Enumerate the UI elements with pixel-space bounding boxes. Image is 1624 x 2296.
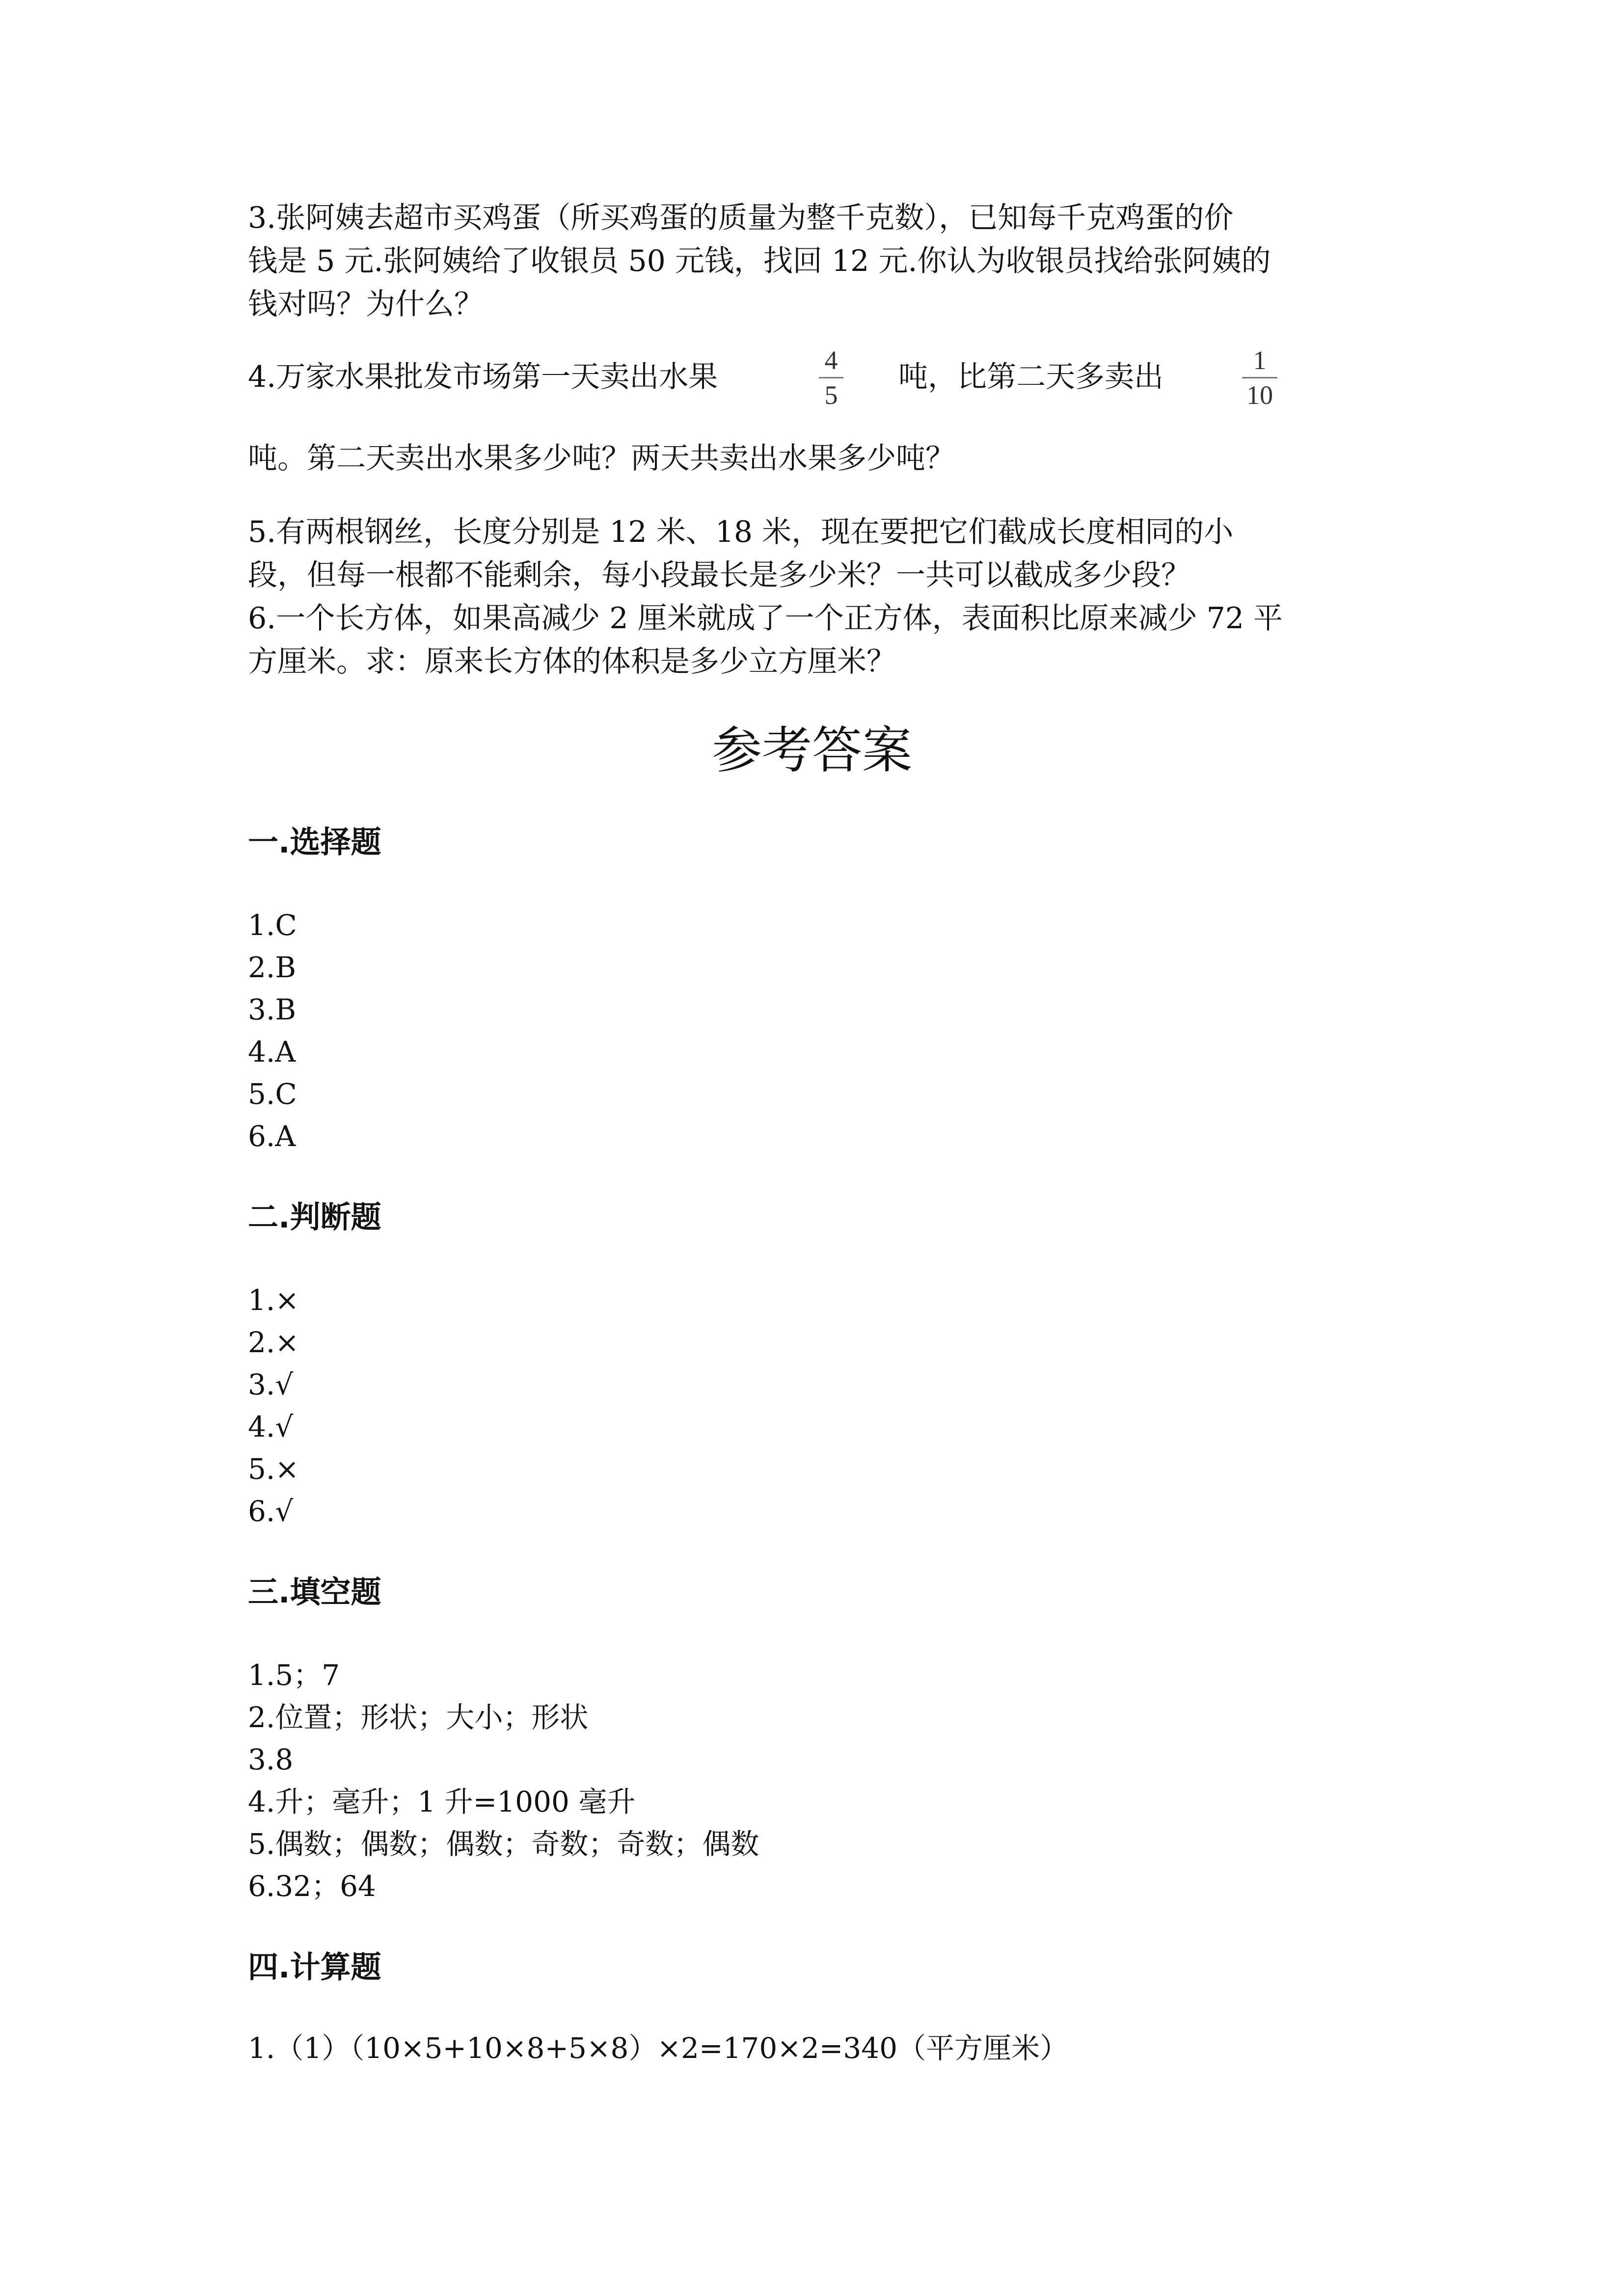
answer-item: 3.√ <box>248 1368 294 1401</box>
question-5-line-2: 段，但每一根都不能剩余，每小段最长是多少米？一共可以截成多少段？ <box>248 558 1191 592</box>
answer-title: 参考答案 <box>712 721 912 780</box>
fraction-numerator: 4 <box>824 346 838 375</box>
question-6-line-2: 方厘米。求：原来长方体的体积是多少立方厘米？ <box>248 644 896 679</box>
answer-item: 4.升；毫升；1 升=1000 毫升 <box>248 1785 636 1818</box>
answer-item: 4.A <box>248 1035 296 1068</box>
fraction-bar <box>819 377 843 378</box>
section-heading-fill: 三.填空题 <box>248 1574 381 1610</box>
section-heading-judge: 二.判断题 <box>248 1199 381 1235</box>
fraction-one-tenth <box>1242 346 1277 410</box>
answer-item: 2.× <box>248 1326 299 1359</box>
fraction-denominator: 10 <box>1246 380 1273 410</box>
question-3-line-3: 钱对吗？为什么？ <box>248 287 484 321</box>
fraction-numerator: 1 <box>1253 346 1267 375</box>
answer-item: 1.5；7 <box>248 1658 340 1692</box>
answer-item: 1.C <box>248 908 297 942</box>
answer-item: 2.位置；形状；大小；形状 <box>248 1701 589 1734</box>
question-3-line-2: 钱是 5 元.张阿姨给了收银员 50 元钱，找回 12 元.你认为收银员找给张阿姨的 <box>248 244 1271 278</box>
fraction-four-fifths <box>819 346 843 410</box>
question-4-line-2: 吨。第二天卖出水果多少吨？两天共卖出水果多少吨？ <box>248 441 955 476</box>
question-3-line-1: 3.张阿姨去超市买鸡蛋（所买鸡蛋的质量为整千克数），已知每千克鸡蛋的价 <box>248 201 1234 235</box>
question-4-part-1: 4.万家水果批发市场第一天卖出水果 <box>248 360 718 394</box>
answer-item: 1.（1）（10×5+10×8+5×8）×2=170×2=340（平方厘米） <box>248 2031 1069 2065</box>
fraction-denominator: 5 <box>824 380 838 410</box>
answer-item: 5.C <box>248 1077 297 1111</box>
answer-item: 1.× <box>248 1283 299 1317</box>
answer-item: 5.× <box>248 1452 299 1486</box>
answer-item: 5.偶数；偶数；偶数；奇数；奇数；偶数 <box>248 1827 759 1861</box>
section-heading-choice: 一.选择题 <box>248 824 381 860</box>
fraction-bar <box>1242 377 1277 378</box>
question-6-line-1: 6.一个长方体，如果高减少 2 厘米就成了一个正方体，表面积比原来减少 72 平 <box>248 601 1283 636</box>
answer-item: 6.A <box>248 1120 296 1153</box>
answer-item: 2.B <box>248 951 296 984</box>
answer-item: 3.B <box>248 993 296 1026</box>
question-5-line-1: 5.有两根钢丝，长度分别是 12 米、18 米，现在要把它们截成长度相同的小 <box>248 515 1234 549</box>
answer-item: 6.32；64 <box>248 1869 376 1903</box>
answer-item: 6.√ <box>248 1495 294 1528</box>
answer-item: 4.√ <box>248 1410 294 1443</box>
question-4-part-2: 吨，比第二天多卖出 <box>898 360 1164 394</box>
section-heading-calc: 四.计算题 <box>248 1949 381 1985</box>
answer-item: 3.8 <box>248 1743 294 1776</box>
